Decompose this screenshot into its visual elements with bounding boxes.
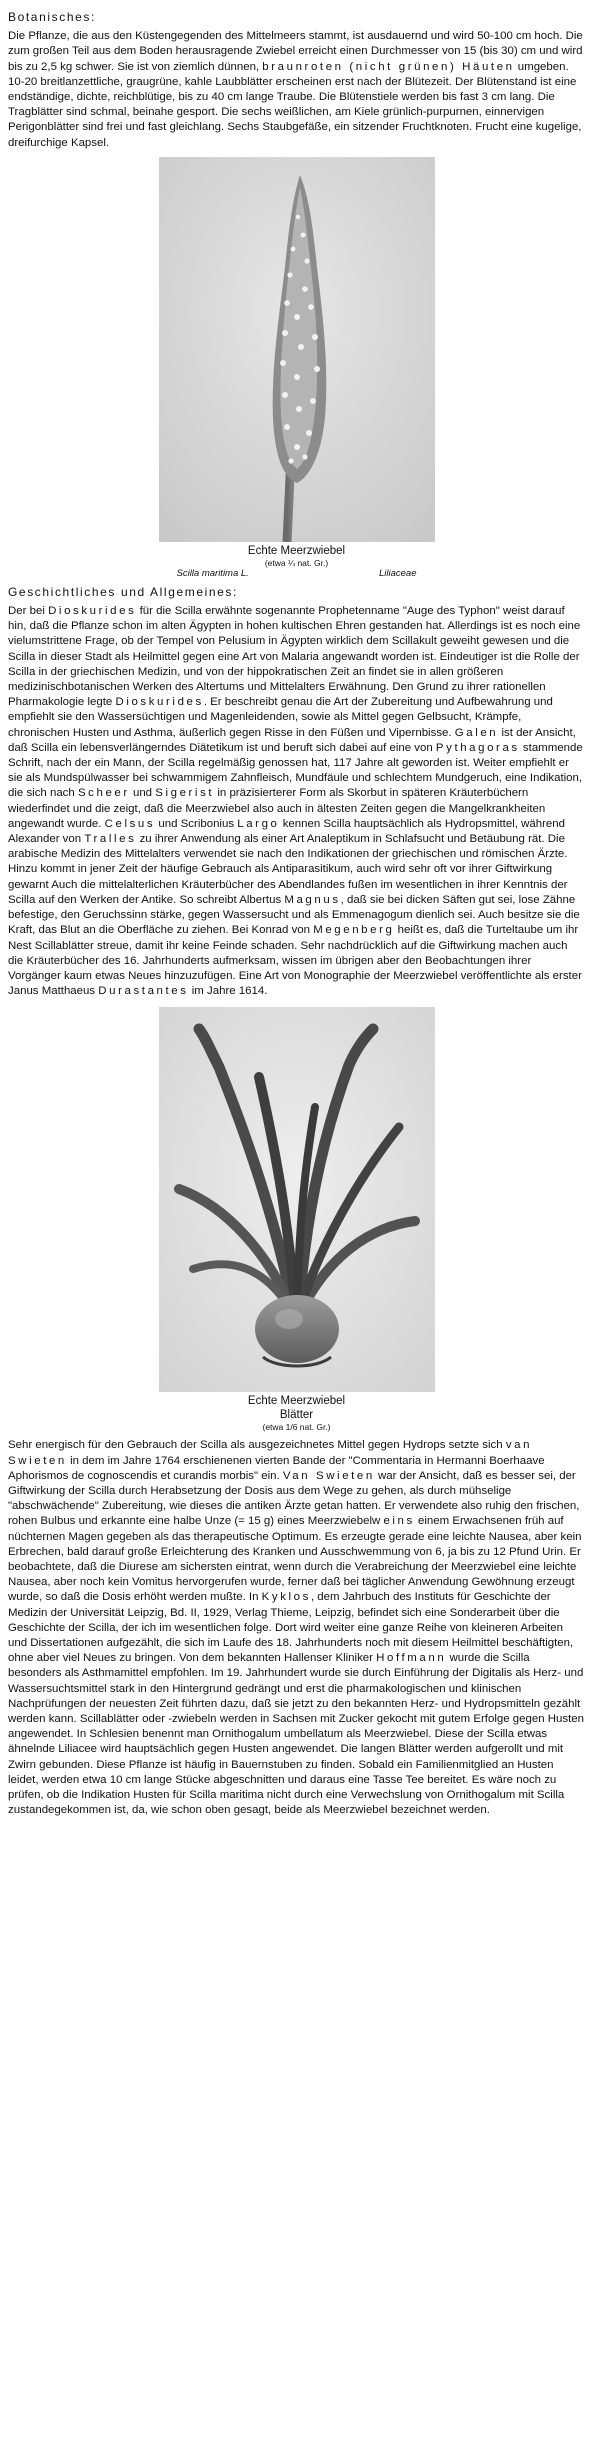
- emphasis-text: Pythagoras: [435, 741, 520, 754]
- text-run: für die Scilla erwähnte sogenannte Prophetenname "Auge des Typhon" weist darauf hin, daß die Pflanze schon im alten Ägypten in hohen kultischen Ehren gestanden hat. Allerdings ist es noch eine vielumstrittene Frage, ob der Tempel von Pelusium in Ägypten wirklich dem Scillakult geweiht gewesen und die Scilla in dieser Stadt als Heilmittel gegen eine Art von Malaria angewandt worden ist. Eindeutiger ist die Rolle der Scilla in der griechischen Medizin, und von der hippokratischen Zeit an findet sie in allen größeren medizinischbotanischen Werken des Altertums und Mittelalters Erwähnung. Den Grund zu ihrer rationellen Pharmakologie legte: [8, 605, 581, 709]
- emphasis-text: Celsus: [104, 817, 156, 830]
- emphasis-text: braunroten (nicht grünen) Häuten: [262, 60, 515, 73]
- text-run: Die Pflanze, die aus den Küstengegenden des Mittelmeers stammt, ist ausdauernd und wird 50-100 cm hoch. Die zum großen Teil aus dem Boden herausragende Zwiebel erreicht einen Durchmesser von 15 (bis 30) cm und wird bis zu 2,5 kg schwer. Sie ist von ziemlich dünnen,: [8, 30, 583, 73]
- emphasis-text: Dioskurides: [48, 605, 137, 618]
- emphasis-text: Galen: [454, 726, 499, 739]
- geschichte-paragraph: [8, 604, 585, 999]
- emphasis-text: Durastantes: [98, 985, 189, 998]
- emphasis-text: Megenberg: [313, 924, 395, 937]
- text-run: im Jahre 1614.: [188, 985, 268, 998]
- figure-leaves: [8, 1007, 585, 1432]
- text-run: Sehr energisch für den Gebrauch der Scilla als ausgezeichnetes Mittel gegen Hydrops setzte sich: [8, 1439, 506, 1452]
- text-run: und: [129, 787, 156, 800]
- text-run: heißt es, daß die Turteltaube um ihr Nest Scillablätter streue, damit ihr keine Feinde schaden. Sehr nachdrücklich auf die Giftwirkung machen auch die Kräuterbücher des 16. Jahrhunderts aufmerksam, wissen im übrigen aber den Beobachtungen ihrer Vorgänger kaum etwas Neues hinzuzufügen. Eine Art von Monographie der Meerzwiebel veröffentlichte als erster Janus Matthaeus: [8, 924, 582, 998]
- emphasis-text: Magnus: [284, 893, 341, 906]
- figure-caption-title: Echte Meerzwiebel: [247, 1395, 346, 1408]
- emphasis-text: Kyklos: [261, 1591, 311, 1604]
- figure-caption-family: Liliaceae: [379, 567, 417, 579]
- botanisches-paragraph: [8, 29, 585, 151]
- fortsetzung-paragraph: [8, 1438, 585, 1818]
- figure-caption-title: Echte Meerzwiebel: [247, 544, 346, 557]
- figure-inflorescence: [8, 157, 585, 579]
- scilla-leaves-photo: [159, 1007, 435, 1392]
- emphasis-text: Tralles: [84, 833, 137, 846]
- text-run: stammende Schrift, nach der ein Mann, der Scilla regelmäßig genossen hat, 117 Jahre alt geworden ist. Weiter empfiehlt er sie als Mundspülwasser bei schwammigem Zahnfleisch, Mundfäule und schlechtem Mundgeruch, eine Indikation, die sich nach: [8, 741, 583, 800]
- text-run: einem Erwachsenen früh auf nüchternen Magen gegeben als das therapeutische Optimum. Es erzeugte gerade eine leichte Nausea, aber kein Erbrechen, bald darauf große Erleichterung des Kranken und Ausschwemmung von 6, ja bis zu 12 Pfund Urin. Er beobachtete, daß die Diurese am sichersten eintrat, wenn durch die Verabreichung der Meerzwiebel eine leichte Nausea, aber noch kein Vomitus hervorgerufen wurde, ferner daß bei täglicher Anwendung Gewöhnung erzeugt wurde, so daß die Dosis erhöht werden mußte. In: [8, 1515, 582, 1604]
- text-run: in dem im Jahre 1764 erschienenen vierten Bande der "Commentaria in Hermanni Boerhaave Aphorismos de cognoscendis et curandis morbis" ein.: [8, 1454, 545, 1482]
- figure-caption-latin: Scilla maritima L.: [176, 567, 249, 579]
- emphasis-text: Sigerist: [155, 787, 215, 800]
- emphasis-text: Scheer: [77, 787, 130, 800]
- text-run: zu ihrer Anwendung als einer Art Analeptikum in Schlafsucht und Betäubung rät. Die arabische Medizin des Mittelalters verwendet sie nach den Indikationen der griechischen und römischen Ärzte. Hinzu kommt in jener Zeit der häufige Gebrauch als Antiparasitikum, auch wird sehr oft vor ihrer Giftwirkung gewarnt Auch die mittelalterlichen Kräuterbücher des Abendlandes fußen im wesentlichen in ihrer Kenntnis der Scilla auf den Werken der Antike. So schreibt Albertus: [8, 833, 568, 906]
- text-run: Der bei: [8, 605, 49, 618]
- text-run: . Er beschreibt genau die Art der Zubereitung und Aufbewahrung und empfiehlt sie den Wassersüchtigen und Magenleidenden, sowie als Mittel gegen Gelbsucht, Krämpfe, chronischen Husten und Asthma, äußerlich gegen Risse in den Füßen und Vipernbisse.: [8, 696, 553, 739]
- emphasis-text: Largo: [237, 817, 280, 830]
- emphasis-text: Dioskurides: [115, 696, 204, 709]
- scilla-inflorescence-photo: [159, 157, 435, 542]
- emphasis-text: Van Swieten: [282, 1469, 375, 1482]
- text-run: in präzisierterer Form als Skorbut in späteren Kräuterbüchern wiederfindet und die zeigt, daß die Meerzwiebel also auch in ältesten Zeiten gegen die Mangelkrankheiten angewandt wurde.: [8, 787, 546, 830]
- text-run: kennen Scilla hauptsächlich als Hydropsmittel, während Alexander von: [8, 817, 565, 846]
- emphasis-text: Hoffmann: [376, 1652, 447, 1665]
- figure-caption-scale: (etwa 1/6 nat. Gr.): [262, 1422, 331, 1433]
- text-run: wurde die Scilla besonders als Asthmamittel empfohlen. Im 19. Jahrhundert wurde sie durch Einführung der Digitalis als Herz- und Wassersuchtsmittel stark in den Hintergrund gedrängt und erst die pharmakologischen und klinischen Nachprüfungen der neuesten Zeit führten dazu, daß sie jetzt zu den bekannten Herz- und Hydropsmitteln gezählt werden kann. Scillablätter oder -zwiebeln werden in Sachsen mit Zucker gekocht mit gutem Erfolge gegen Husten angewendet. In Schlesien benennt man Ornithogalum umbellatum als Meerzwiebel. Diese der Scilla etwas ähnelnde Liliacee wird hauptsächlich gegen Husten angewendet. Die langen Blätter werden aufgerollt und mit Zwirn gebunden. Diese Pflanze ist häufig in Bauernstuben zu finden. Sobald ein Familienmitglied an Husten leidet, werden etwa 10 cm lange Stücke abgeschnitten und daraus eine Tasse Tee bereitet. Es wäre noch zu prüfen, ob die Indikation Husten für Scilla maritima nicht durch eine Verwechslung von Ornithogalum mit Scilla zustandegekommen ist, da, wie schon oben gesagt, beide als Meerzwiebel bezeichnet werden.: [8, 1652, 584, 1817]
- figure-caption-subtitle: Blätter: [279, 1409, 314, 1422]
- text-run: umgeben. 10-20 breitlanzettliche, graugrüne, kahle Laubblätter erscheinen erst nach der Blütezeit. Der Blütenstand ist eine endständige, dichte, reichblütige, bis zu 40 cm lange Traube. Die Blütenstiele werden bis fast 3 cm lang. Die Tragblätter sind schmal, beinahe gesport. Die sechs weißlichen, am Kiele grünlich-purpurnen, einnervigen Perigonblätter sind frei und fast gleichlang. Sechs Staubgefäße, ein sitzender Fruchtknoten. Frucht eine kugelige, dreifurchige Kapsel.: [8, 60, 582, 149]
- text-run: , daß sie bei dicken Säften gut sei, lose Zähne befestige, den Geruchssinn stärke, gegen Wassersucht und als Emmenagogum dienlich sei. Auch besitze sie die Kraft, das Blut an die Oberfläche zu ziehen. Bei Konrad von: [8, 893, 580, 937]
- emphasis-text: van Swieten: [8, 1439, 533, 1467]
- emphasis-text: eins: [383, 1515, 415, 1528]
- text-run: ist der Ansicht, daß Scilla ein lebensverlängerndes Diätetikum ist und beruft sich dabei auf eine von: [8, 726, 576, 754]
- section-heading-botanisches: Botanisches:: [8, 10, 96, 24]
- text-run: , dem Jahrbuch des Instituts für Geschichte der Medizin der Universität Leipzig, Bd. II, 1929, Verlag Thieme, Leipzig, befindet sich eine Sonderarbeit über die Geschichte der Scilla, der ich im wesentlichen folge. Dort wird weiter eine ganze Reihe von kleineren Arbeiten und Dissertationen aufgezählt, die sich im Laufe des 18. Jahrhunderts noch mit diesem Heilmittel beschäftigten, ohne aber viel Neues zu bringen. Von dem bekannten Hallenser Kliniker: [8, 1591, 574, 1665]
- text-run: und Scribonius: [155, 817, 238, 830]
- section-heading-geschichte: Geschichtliches und Allgemeines:: [8, 584, 238, 599]
- text-run: war der Ansicht, daß es besser sei, der Giftwirkung der Scilla durch Herabsetzung der Dosis aus dem Wege zu gehen, als durch mühselige "abschwächende" Zubereitung, wie dieses die antiken Ärzte getan hatten. Er verwendete also ruhig den frischen, rohen Bulbus und erkannte eine halbe Unze (= 15 g) eines Meerzwiebelw: [8, 1469, 580, 1528]
- figure-caption-scale: (etwa ¼ nat. Gr.): [264, 557, 329, 568]
- figure-caption-names: [177, 568, 417, 579]
